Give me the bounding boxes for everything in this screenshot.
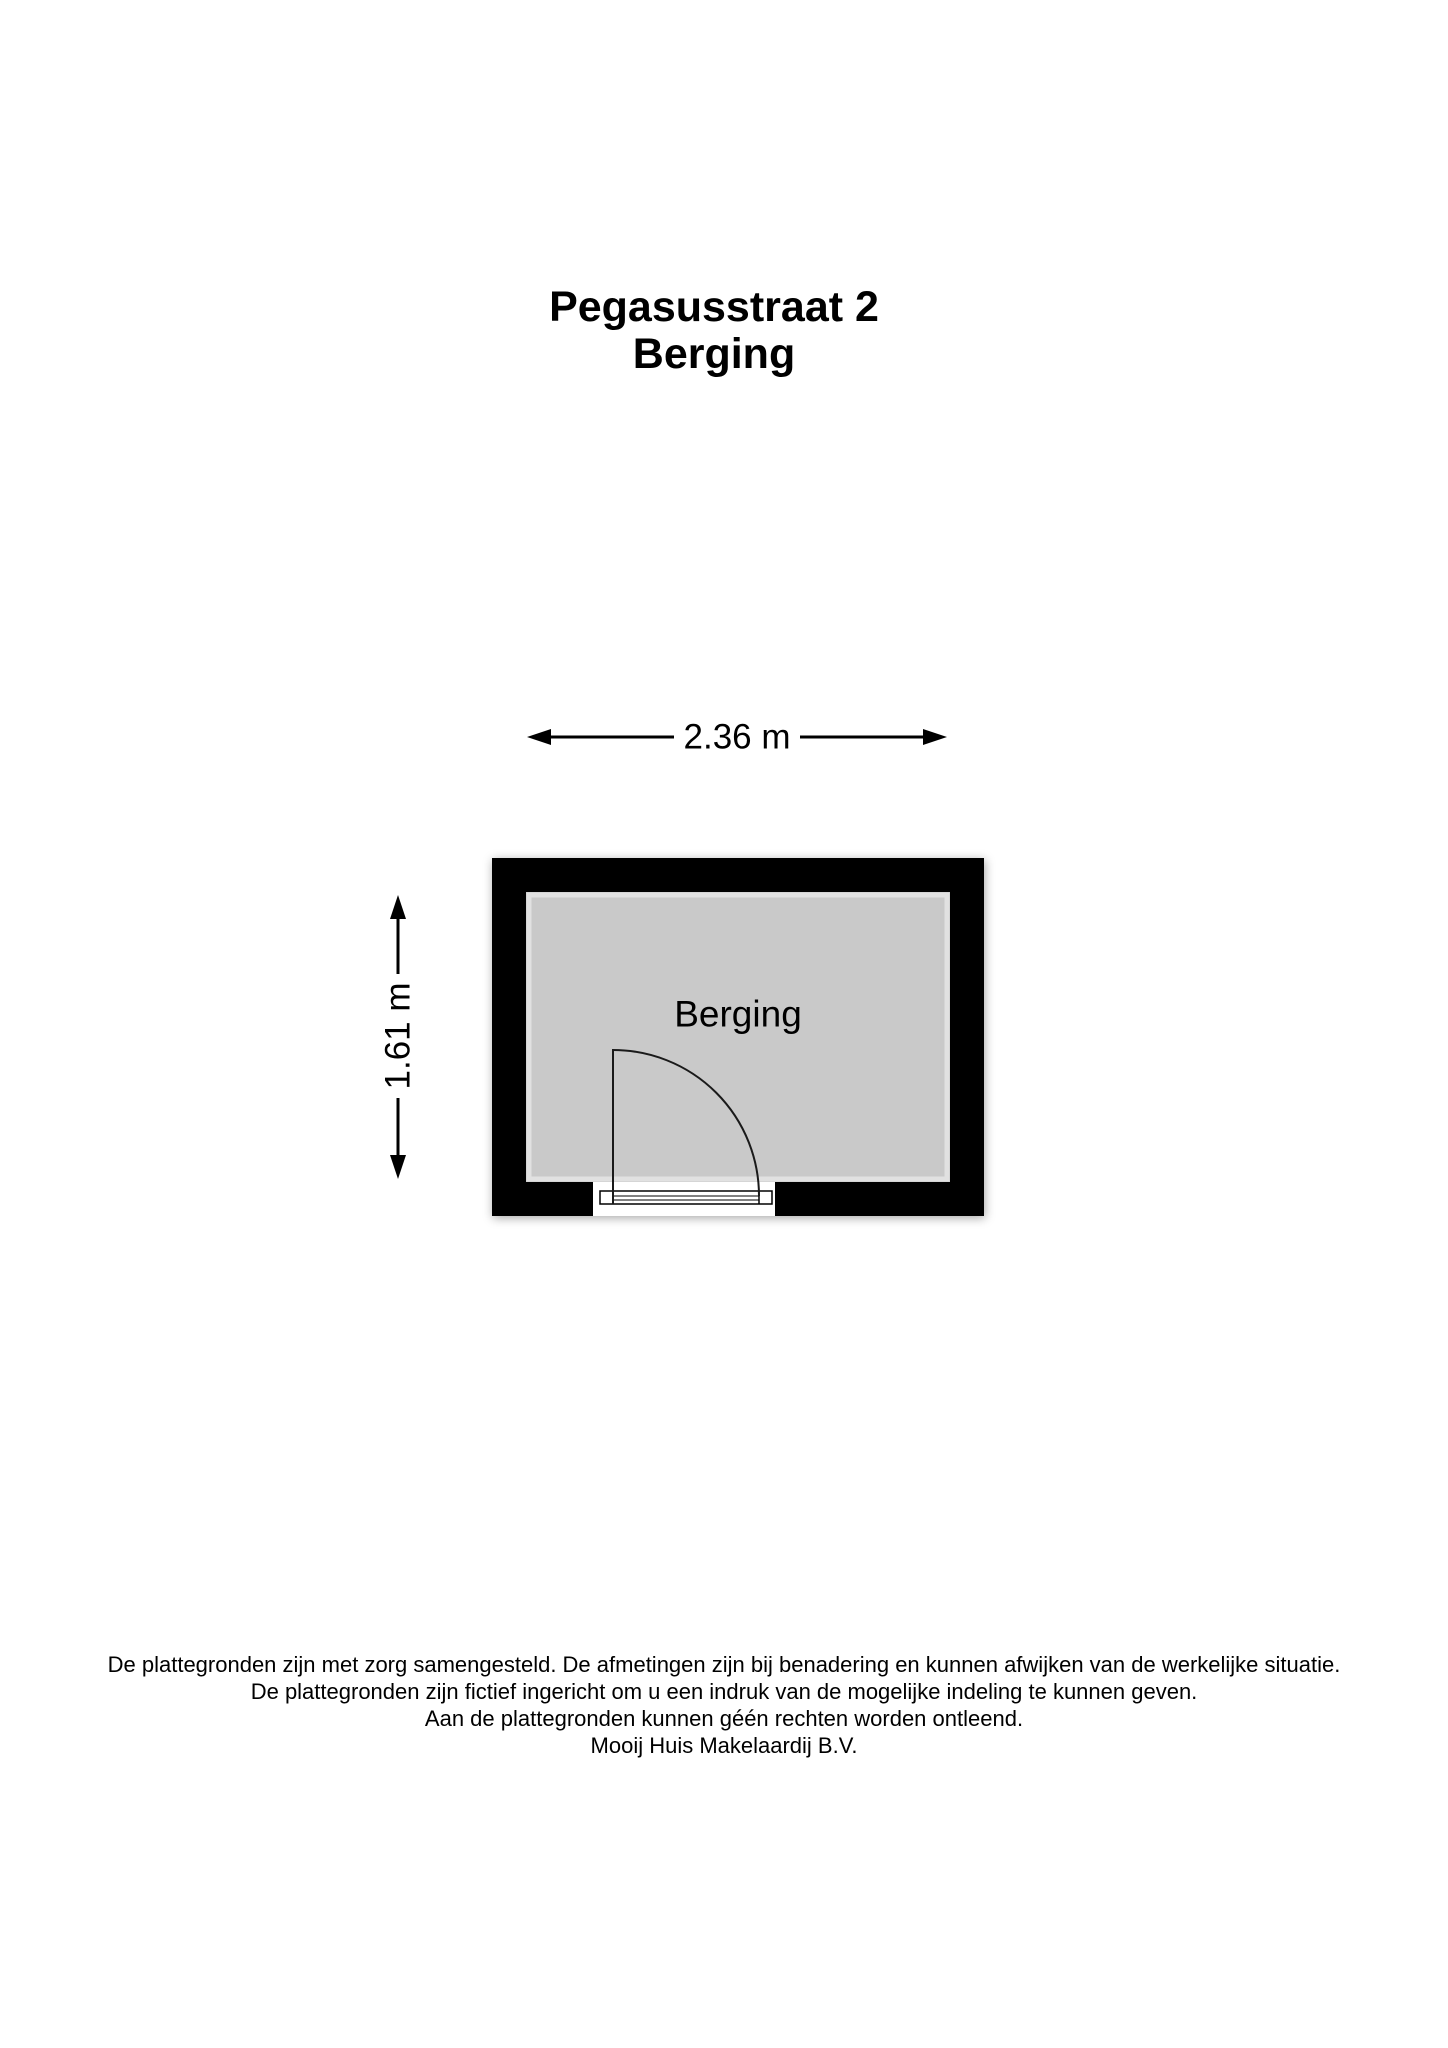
room-label: Berging — [674, 993, 802, 1035]
title-floor: Berging — [632, 330, 796, 378]
disclaimer-line-3: Aan de plattegronden kunnen géén rechten worden ontleend. — [424, 1706, 1024, 1731]
door-threshold — [600, 1191, 772, 1204]
arrowhead-left-icon — [527, 729, 551, 745]
disclaimer — [0, 1651, 1448, 1759]
arrowhead-up-icon — [390, 895, 406, 919]
disclaimer-line-1: De plattegronden zijn met zorg samengesteld. De afmetingen zijn bij benadering en kunnen afwijken van de werkelijke situatie. — [107, 1652, 1341, 1677]
disclaimer-line-2: De plattegronden zijn fictief ingericht om u een indruk van de mogelijke indeling te kunnen geven. — [250, 1679, 1198, 1704]
dimension-height-label: 1.61 m — [378, 982, 418, 1090]
dimension-width-label: 2.36 m — [683, 717, 791, 757]
arrowhead-down-icon — [390, 1155, 406, 1179]
room-floor — [526, 892, 950, 1182]
disclaimer-line-4: Mooij Huis Makelaardij B.V. — [590, 1733, 858, 1758]
title-address: Pegasusstraat 2 — [549, 283, 879, 331]
arrowhead-right-icon — [923, 729, 947, 745]
